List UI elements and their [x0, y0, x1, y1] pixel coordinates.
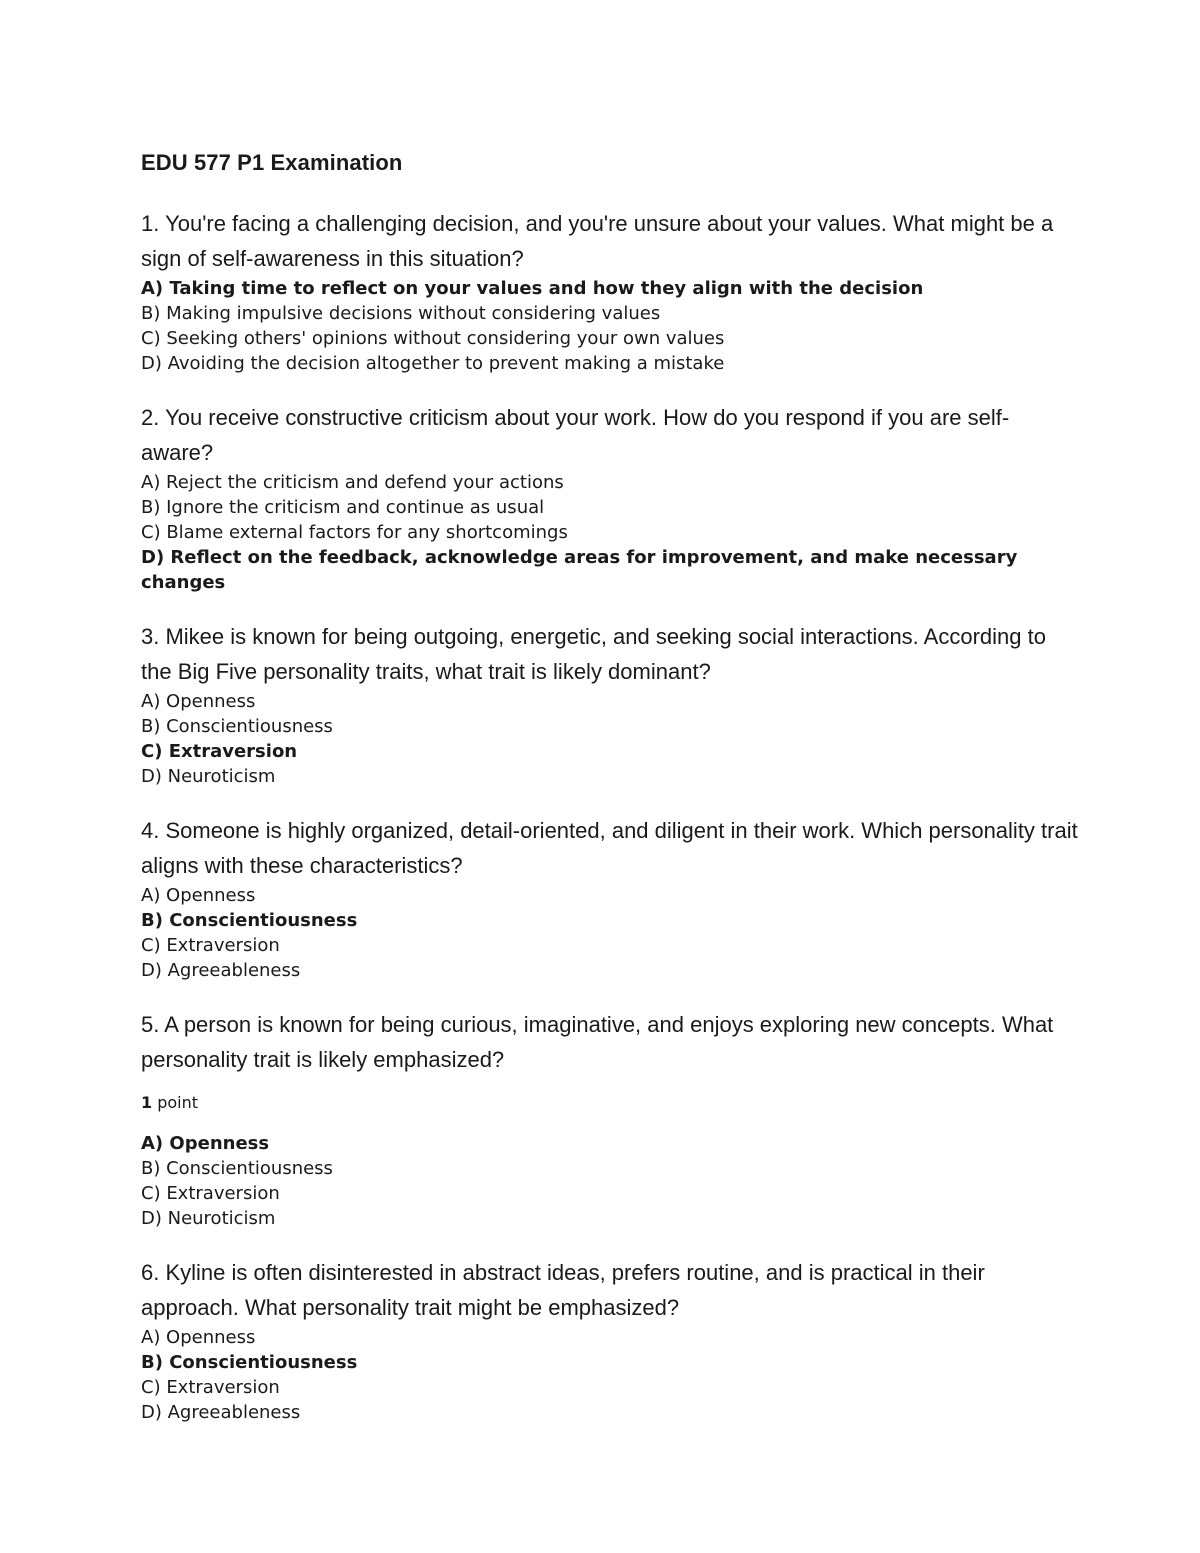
answer-option-a: A) Taking time to reflect on your values and how they align with the decision: [141, 278, 924, 299]
question-1: [141, 206, 1081, 376]
answer-option-b: B) Ignore the criticism and continue as usual: [141, 497, 545, 518]
answer-option-a: A) Openness: [141, 885, 256, 906]
answer-options: [141, 470, 1081, 595]
points-unit: point: [157, 1093, 199, 1112]
points-label: [141, 1091, 1081, 1115]
document-title: EDU 577 P1 Examination: [141, 150, 403, 175]
answer-option-d: D) Avoiding the decision altogether to prevent making a mistake: [141, 353, 725, 374]
answer-option-b: B) Conscientiousness: [141, 1158, 333, 1179]
answer-option-d: D) Reflect on the feedback, acknowledge areas for improvement, and make necessary changes: [141, 547, 1018, 593]
question-5: [141, 1007, 1081, 1231]
answer-option-d: D) Agreeableness: [141, 1402, 301, 1423]
answer-option-a: A) Reject the criticism and defend your actions: [141, 472, 564, 493]
question-text: 2. You receive constructive criticism about your work. How do you respond if you are self-aware?: [141, 405, 1010, 465]
answer-option-c: C) Blame external factors for any shortcomings: [141, 522, 568, 543]
question-text: 4. Someone is highly organized, detail-oriented, and diligent in their work. Which personality trait aligns with these characteristics?: [141, 818, 1078, 878]
answer-option-b: B) Making impulsive decisions without considering values: [141, 303, 661, 324]
answer-option-c: C) Seeking others' opinions without considering your own values: [141, 328, 725, 349]
answer-option-a: A) Openness: [141, 691, 256, 712]
answer-option-a: A) Openness: [141, 1133, 270, 1154]
answer-option-c: C) Extraversion: [141, 1183, 280, 1204]
question-text: 6. Kyline is often disinterested in abstract ideas, prefers routine, and is practical in their approach. What personality trait might be emphasized?: [141, 1260, 985, 1320]
question-text: 5. A person is known for being curious, imaginative, and enjoys exploring new concepts. What personality trait is likely emphasized?: [141, 1012, 1054, 1072]
answer-option-c: C) Extraversion: [141, 1377, 280, 1398]
answer-options: [141, 1325, 1081, 1425]
answer-option-b: B) Conscientiousness: [141, 716, 333, 737]
answer-option-d: D) Neuroticism: [141, 1208, 276, 1229]
answer-options: [141, 1131, 1081, 1231]
answer-option-c: C) Extraversion: [141, 741, 298, 762]
question-2: [141, 400, 1081, 595]
points-number: 1: [141, 1093, 153, 1112]
answer-options: [141, 689, 1081, 789]
question-text: 3. Mikee is known for being outgoing, energetic, and seeking social interactions. According to the Big Five personality traits, what trait is likely dominant?: [141, 624, 1046, 684]
question-text: 1. You're facing a challenging decision, and you're unsure about your values. What might be a sign of self-awareness in this situation?: [141, 211, 1054, 271]
question-4: [141, 813, 1081, 983]
answer-option-c: C) Extraversion: [141, 935, 280, 956]
answer-option-b: B) Conscientiousness: [141, 1352, 358, 1373]
answer-option-b: B) Conscientiousness: [141, 910, 358, 931]
answer-option-a: A) Openness: [141, 1327, 256, 1348]
document-page: [141, 148, 1081, 1449]
answer-options: [141, 883, 1081, 983]
question-6: [141, 1255, 1081, 1425]
answer-options: [141, 276, 1081, 376]
answer-option-d: D) Agreeableness: [141, 960, 301, 981]
answer-option-d: D) Neuroticism: [141, 766, 276, 787]
question-3: [141, 619, 1081, 789]
